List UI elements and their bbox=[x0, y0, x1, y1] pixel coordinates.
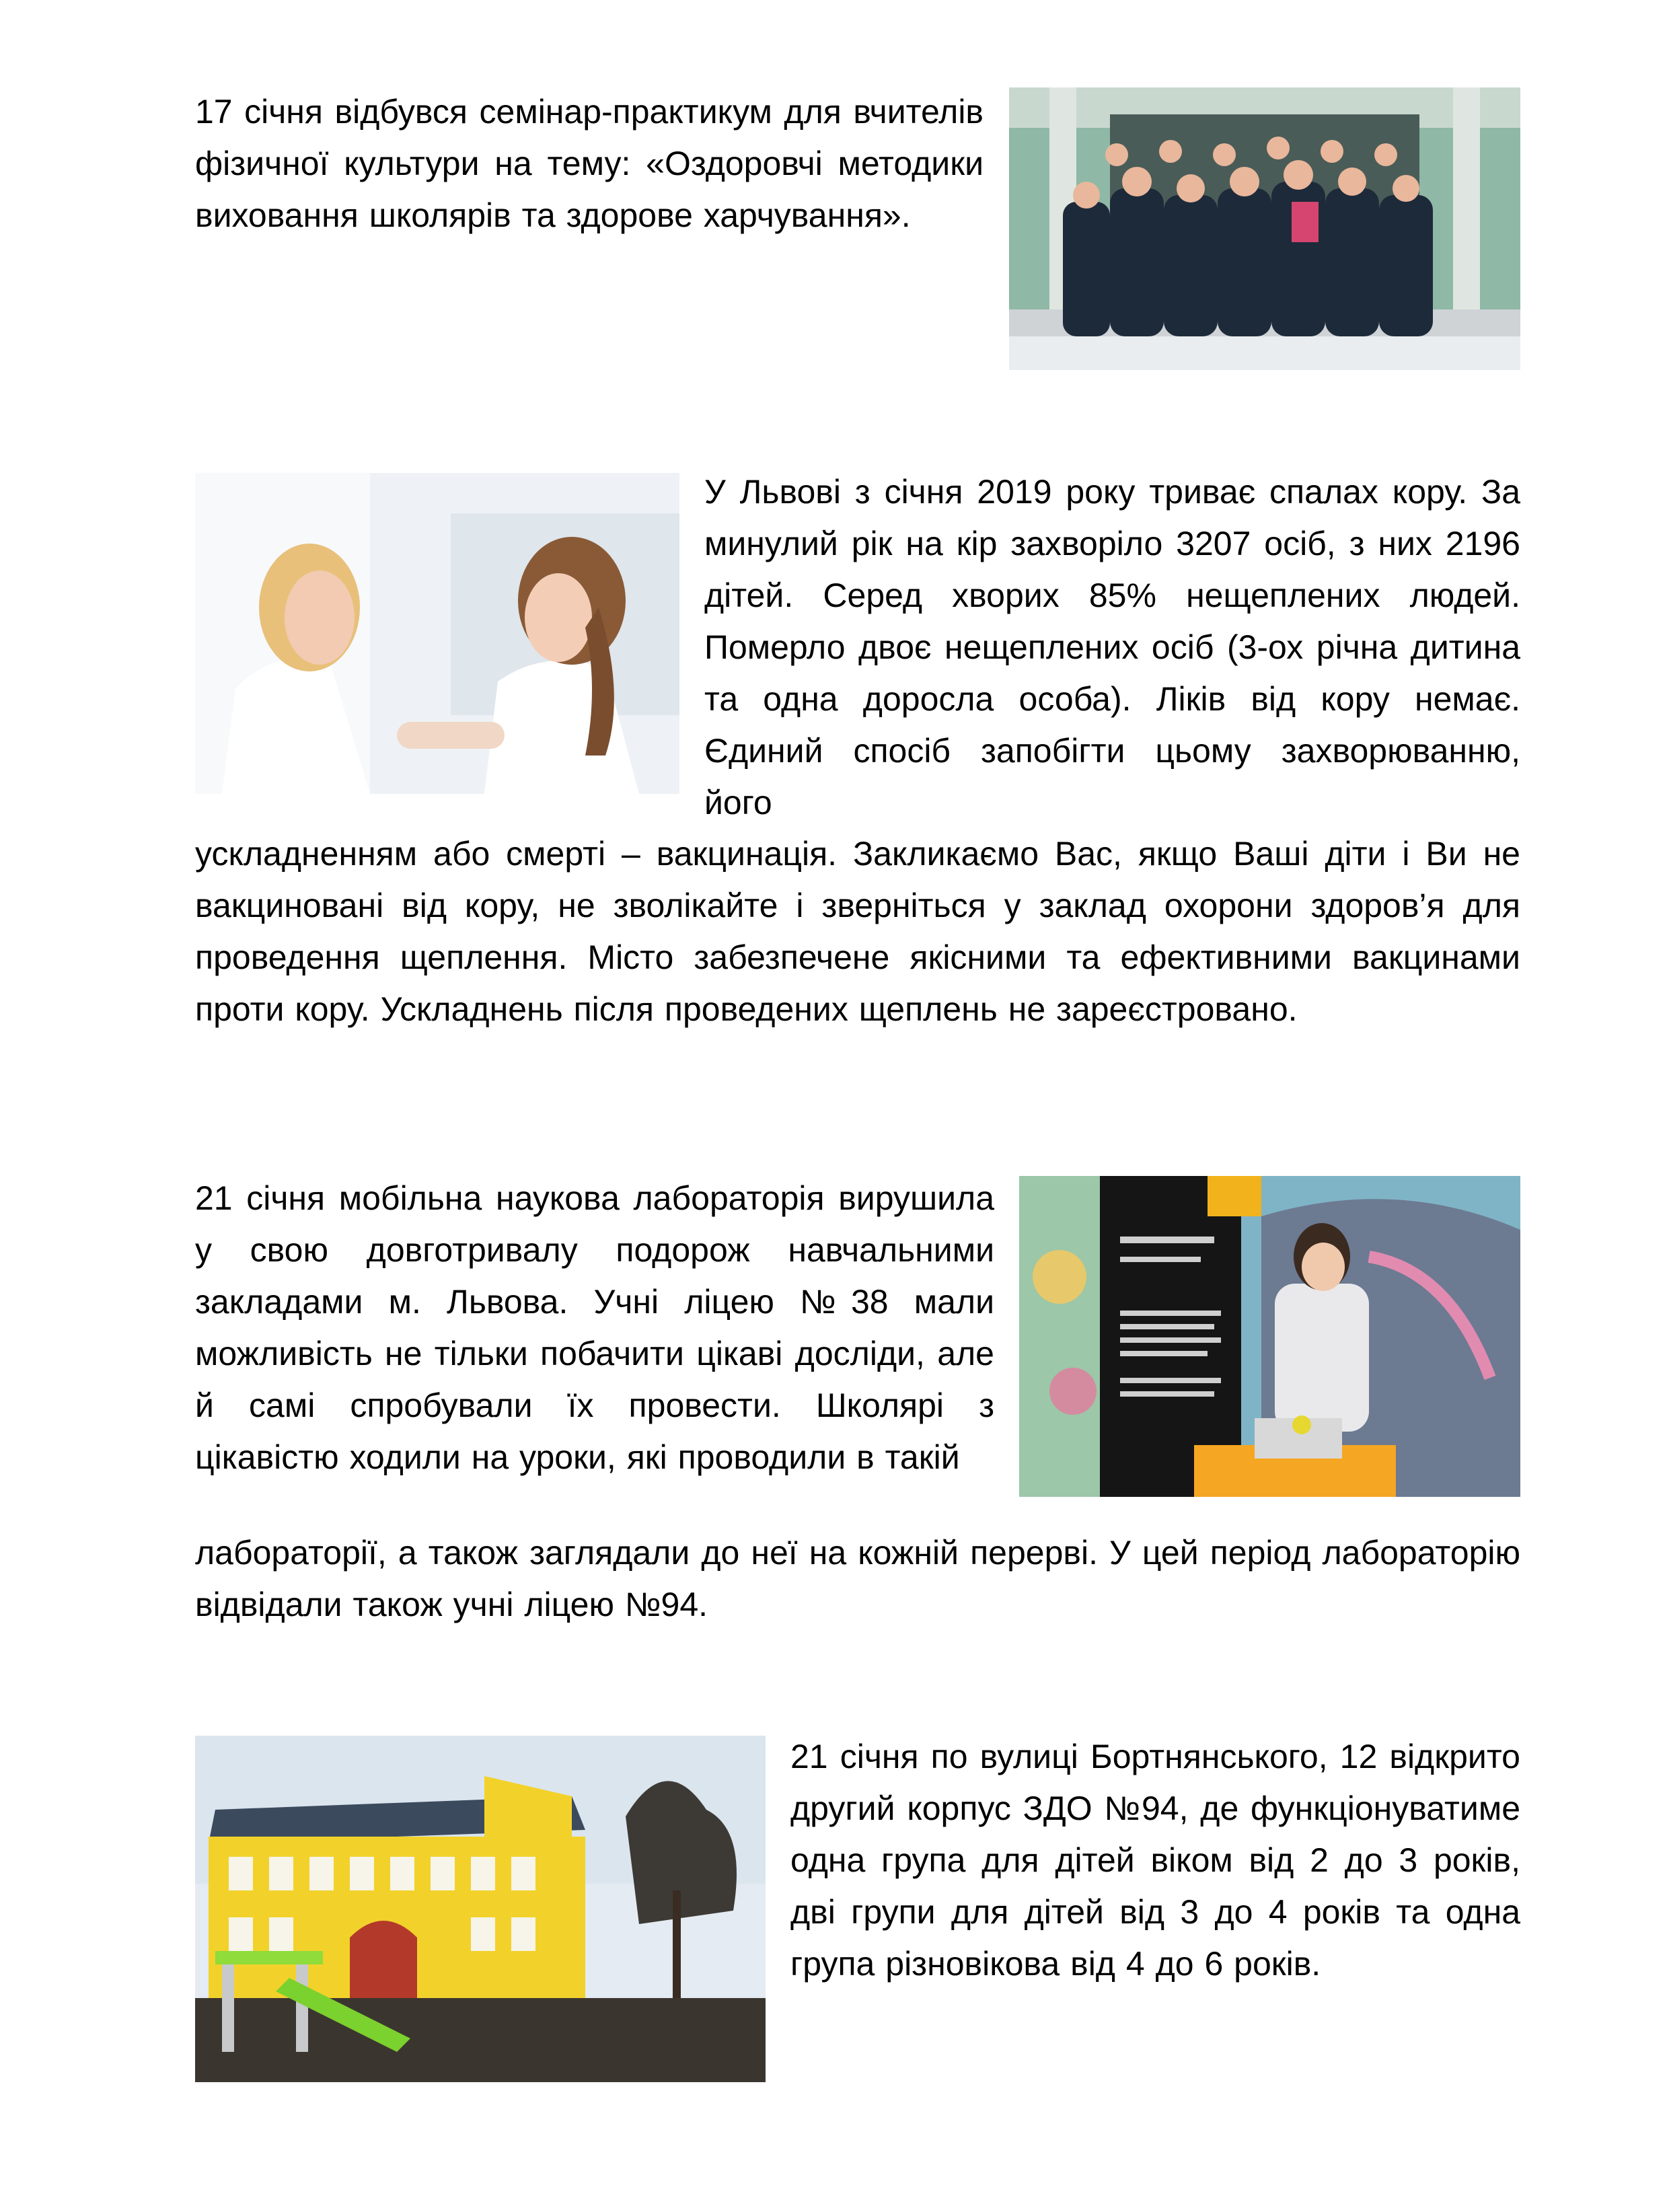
science-lab-paragraph-bottom: лабораторії, а також заглядали до неї на кожній перерві. У цей період лабораторію відвідали також учні ліцею №94. bbox=[195, 1534, 1520, 1623]
measles-paragraph-bottom: ускладненням або смерті – вакцинація. Закликаємо Вас, якщо Ваші діти і Ви не вакциновані від кору, не зволікайте і зверніться у заклад охорони здоров’я для проведення щеплення. Місто забезпечене якісними та ефективними вакцинами проти кору. Ускладнень після проведених щеплень не зареєстровано. bbox=[195, 835, 1520, 1028]
doctor-vaccination-photo bbox=[195, 473, 679, 794]
kindergarten-paragraph: 21 січня по вулиці Бортнянського, 12 відкрито другий корпус ЗДО №94, де функціонуватиме одна група для дітей віком від 2 до 3 років, дві групи для дітей від 3 до 4 років та одна група різновікова від 4 до 6 років. bbox=[790, 1738, 1520, 1983]
science-lab-photo bbox=[1019, 1176, 1520, 1497]
measles-paragraph-top: У Львові з січня 2019 року триває спалах кору. За минулий рік на кір захворіло 3207 осіб, з них 2196 дітей. Серед хворих 85% нещеплених людей. Померло двоє нещеплених осіб (3-ох річна дитина та одна доросла особа). Ліків від кору немає. Єдиний спосіб запобігти цьому захворюванню, його bbox=[704, 473, 1520, 821]
science-lab-paragraph-top: 21 січня мобільна наукова лабораторія вирушила у свою довготривалу подорож навчальними закладами м. Львова. Учні ліцею №38 мали можливість не тільки побачити цікаві досліди, але й самі спробували їх провести. Школярі з цікавістю ходили на уроки, які проводили в такій bbox=[195, 1179, 994, 1476]
group-photo bbox=[1009, 87, 1520, 370]
seminar-paragraph: 17 січня відбувся семінар-практикум для вчителів фізичної культури на тему: «Оздоровчі методики виховання школярів та здорове харчування». bbox=[195, 93, 984, 234]
kindergarten-building-photo bbox=[195, 1736, 766, 2082]
